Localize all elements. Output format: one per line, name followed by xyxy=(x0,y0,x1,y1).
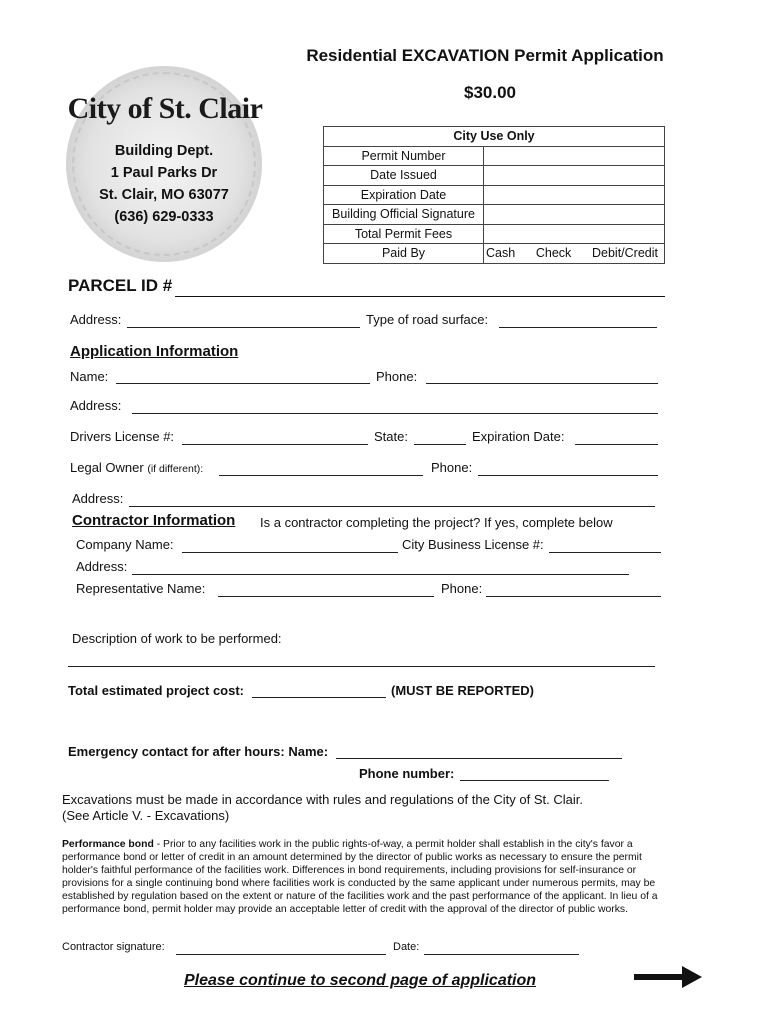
parcel-address-field[interactable] xyxy=(127,327,360,328)
emergency-name-label: Emergency contact for after hours: Name: xyxy=(68,744,329,759)
official-signature-label: Building Official Signature xyxy=(324,205,484,225)
permit-fee: $30.00 xyxy=(464,83,516,102)
road-surface-field[interactable] xyxy=(499,327,657,328)
company-name-label: Company Name: xyxy=(76,537,174,552)
seal-street: 1 Paul Parks Dr xyxy=(110,165,218,181)
permit-number-label: Permit Number xyxy=(324,146,484,166)
emergency-phone-label: Phone number: xyxy=(359,766,455,781)
parcel-address-label: Address: xyxy=(70,312,122,327)
owner-address-label: Address: xyxy=(72,491,124,506)
work-description-field[interactable] xyxy=(68,666,655,667)
dl-expiration-label: Expiration Date: xyxy=(472,429,565,444)
date-issued-field[interactable] xyxy=(484,166,665,186)
dl-expiration-field[interactable] xyxy=(575,444,658,445)
legal-owner-note: (if different): xyxy=(147,463,204,475)
continue-note: Please continue to second page of application xyxy=(183,972,537,989)
total-fees-label: Total Permit Fees xyxy=(324,224,484,244)
dl-state-field[interactable] xyxy=(414,444,466,445)
owner-address-field[interactable] xyxy=(129,506,655,507)
expiration-date-label: Expiration Date xyxy=(324,185,484,205)
road-surface-label: Type of road surface: xyxy=(366,312,489,327)
owner-phone-field[interactable] xyxy=(478,475,658,476)
city-use-heading: City Use Only xyxy=(324,127,665,147)
application-info-heading: Application Information xyxy=(70,343,239,360)
business-license-field[interactable] xyxy=(549,552,661,553)
seal-dept: Building Dept. xyxy=(114,143,214,159)
applicant-address-field[interactable] xyxy=(132,413,658,414)
seal-city-name: City of St. Clair xyxy=(67,92,263,125)
paid-debit-option[interactable]: Debit/Credit xyxy=(592,246,658,261)
project-cost-label: Total estimated project cost: xyxy=(68,683,245,698)
parcel-id-field[interactable] xyxy=(175,296,665,297)
signature-date-label: Date: xyxy=(393,941,420,953)
legal-owner-field[interactable] xyxy=(219,475,423,476)
applicant-address-label: Address: xyxy=(70,398,122,413)
parcel-id-label: PARCEL ID # xyxy=(68,276,173,295)
performance-bond-heading: Performance bond xyxy=(62,839,154,850)
emergency-phone-field[interactable] xyxy=(460,780,609,781)
legal-owner-text: Legal Owner xyxy=(70,460,144,475)
contractor-info-heading: Contractor Information xyxy=(72,512,236,529)
project-cost-field[interactable] xyxy=(252,697,386,698)
excavation-rules-line1: Excavations must be made in accordance with rules and regulations of the City of St. Clair. xyxy=(62,792,583,807)
drivers-license-field[interactable] xyxy=(182,444,368,445)
company-name-field[interactable] xyxy=(182,552,398,553)
excavation-rules-line2: (See Article V. - Excavations) xyxy=(62,808,230,823)
contractor-signature-field[interactable] xyxy=(176,954,386,955)
business-license-label: City Business License #: xyxy=(402,537,544,552)
emergency-name-field[interactable] xyxy=(336,758,622,759)
total-fees-field[interactable] xyxy=(484,224,665,244)
project-cost-note: (MUST BE REPORTED) xyxy=(391,683,534,698)
official-signature-field[interactable] xyxy=(484,205,665,225)
dl-state-label: State: xyxy=(374,429,408,444)
performance-bond-text: - Prior to any facilities work in the public rights-of-way, a permit holder shall establish in the city's favor a performance bond or letter of credit in an amount determined by the director of public works as necessary to ensure the permit holder's faithful performance of the facilities work. Differences in bond requirements, including provisions for self-insurance or provisions for a single continuing bond where facilities work is conducted by the same applicant under numerous permits, may be established by regulation based on the extent or nature of the facilities work and the past performance of the applicant. In lieu of a performance bond, permit holder may provide an acceptable letter of credit with the approval of the director of public works. xyxy=(62,839,658,915)
applicant-name-label: Name: xyxy=(70,369,109,384)
performance-bond-paragraph xyxy=(62,838,672,916)
paid-cash-option[interactable]: Cash xyxy=(486,246,516,261)
city-use-table xyxy=(323,126,665,264)
contractor-address-field[interactable] xyxy=(132,574,629,575)
page-title: Residential EXCAVATION Permit Application xyxy=(306,46,664,65)
paid-by-label: Paid By xyxy=(324,244,484,264)
applicant-phone-label: Phone: xyxy=(376,369,418,384)
expiration-date-field[interactable] xyxy=(484,185,665,205)
contractor-phone-field[interactable] xyxy=(486,596,661,597)
representative-name-label: Representative Name: xyxy=(76,581,206,596)
drivers-license-label: Drivers License #: xyxy=(70,429,175,444)
seal-citystate: St. Clair, MO 63077 xyxy=(99,187,229,203)
paid-check-option[interactable]: Check xyxy=(535,246,572,261)
permit-number-field[interactable] xyxy=(484,146,665,166)
representative-name-field[interactable] xyxy=(218,596,434,597)
paid-by-options xyxy=(484,244,665,264)
contractor-address-label: Address: xyxy=(76,559,128,574)
signature-date-field[interactable] xyxy=(424,954,579,955)
right-arrow-icon xyxy=(634,964,702,990)
date-issued-label: Date Issued xyxy=(324,166,484,186)
owner-phone-label: Phone: xyxy=(431,460,473,475)
contractor-signature-label: Contractor signature: xyxy=(62,941,165,953)
contractor-question: Is a contractor completing the project? If yes, complete below xyxy=(260,515,613,530)
applicant-name-field[interactable] xyxy=(116,383,370,384)
contractor-phone-label: Phone: xyxy=(441,581,483,596)
work-description-label: Description of work to be performed: xyxy=(72,631,282,646)
applicant-phone-field[interactable] xyxy=(426,383,658,384)
seal-phone: (636) 629-0333 xyxy=(114,209,214,225)
legal-owner-label xyxy=(70,460,203,475)
